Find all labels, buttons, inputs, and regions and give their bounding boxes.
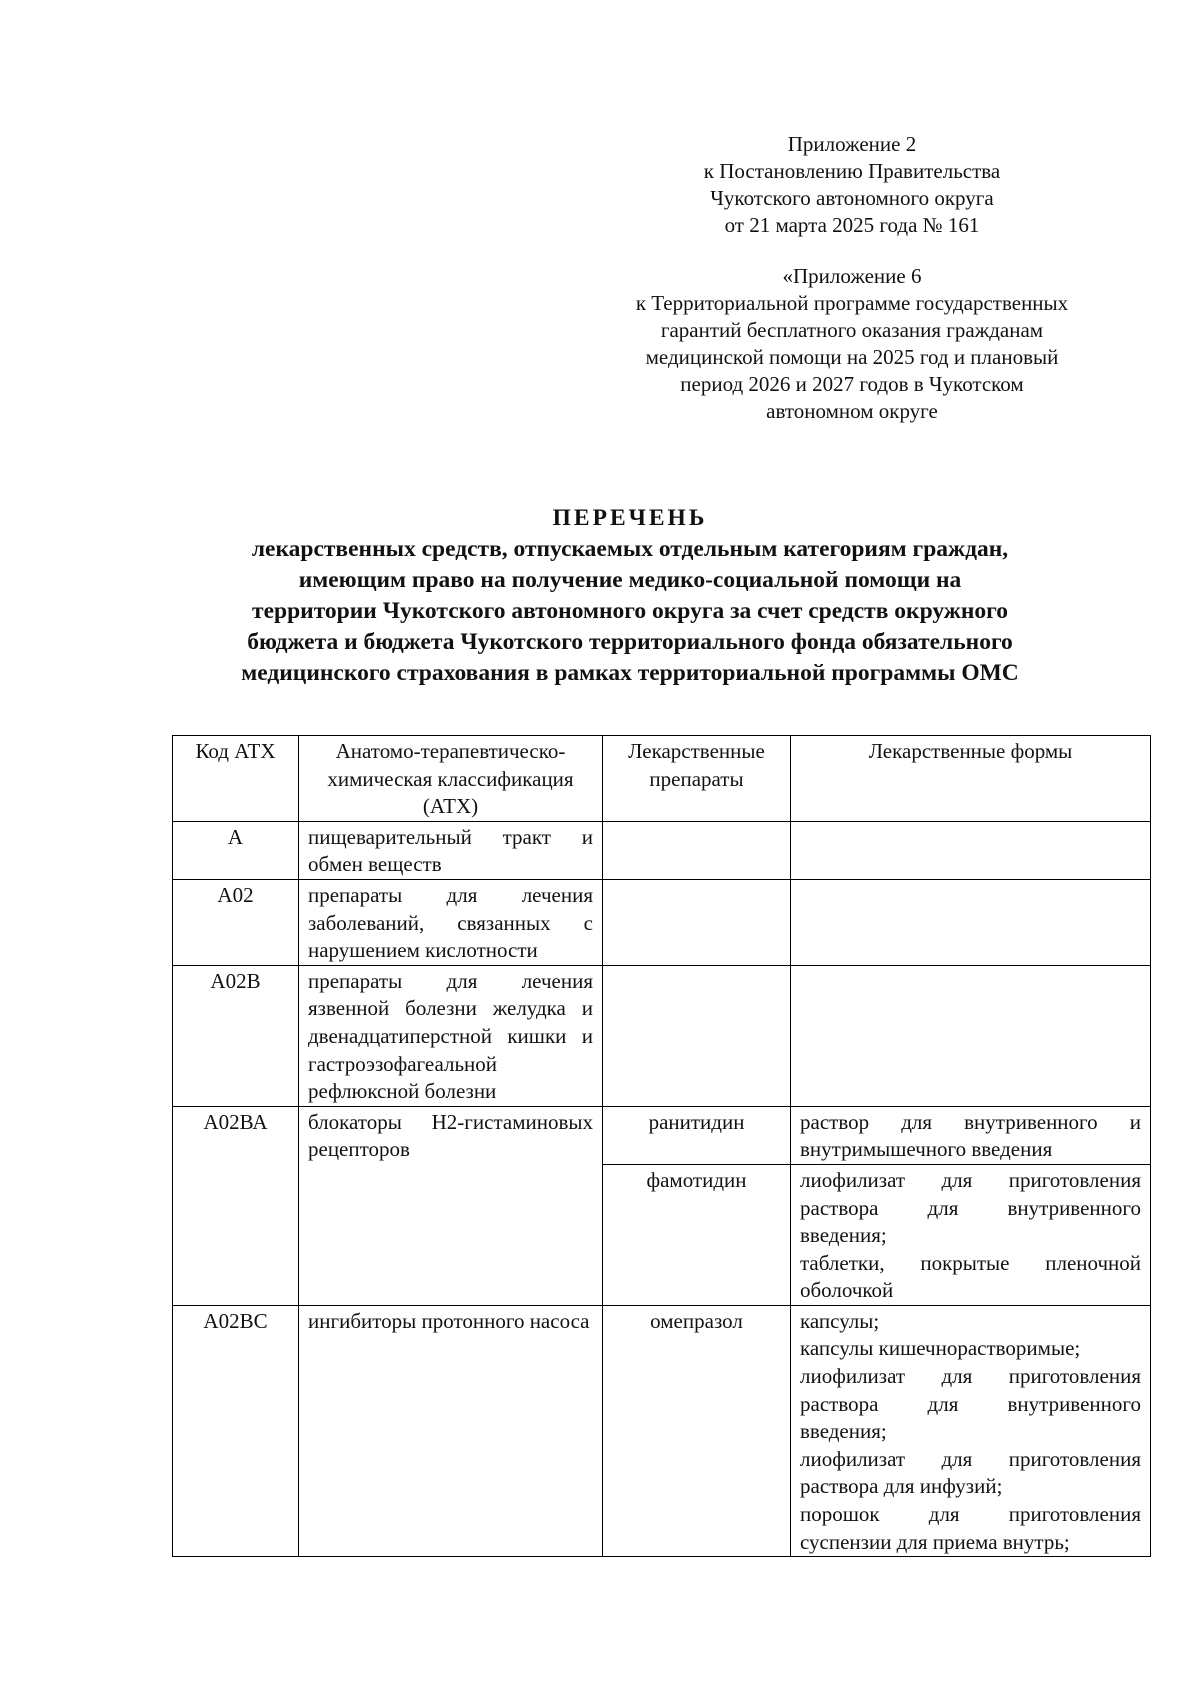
atx-code-cell: А02В [173,965,299,1106]
appendix-spacer [592,239,1112,263]
appendix-line: к Постановлению Правительства [703,159,1001,183]
forms-cell [791,821,1151,879]
dosage-form: порошок для приготовления суспензии для приема внутрь; [800,1502,1141,1554]
drug-cell [603,879,791,965]
forms-cell [791,879,1151,965]
dosage-form: лиофилизат для приготовления раствора для инфузий; [800,1446,1141,1499]
appendix-line: к Территориальной программе государственных [635,291,1069,315]
header-classification: Анатомо-терапевтическо-химическая классификация (АТХ) [299,736,603,822]
appendix-block [592,131,1112,425]
drug-list-table [172,735,1151,1557]
appendix-line: автономном округе [766,399,938,423]
dosage-form: лиофилизат для приготовления раствора для внутривенного введения; [800,1167,1141,1248]
drug-cell: омепразол [603,1305,791,1556]
title-heading: ПЕРЕЧЕНЬ [552,505,708,531]
atx-code-cell: А02ВА [173,1106,299,1305]
drug-cell: фамотидин [603,1164,791,1305]
atx-class-cell: блокаторы Н2-гистаминовых рецепторов [299,1106,603,1305]
table-row [173,821,1151,879]
table-row [173,965,1151,1106]
atx-class-cell: пищеварительный тракт и обмен веществ [299,821,603,879]
dosage-form: лиофилизат для приготовления раствора для внутривенного введения; [800,1364,1141,1444]
drug-cell [603,965,791,1106]
forms-cell [791,1305,1151,1556]
table-row [173,879,1151,965]
appendix-line: Чукотского автономного округа [710,186,994,210]
title-line: территории Чукотского автономного округа за счет средств окружного [252,598,1008,624]
atx-code-cell: А02 [173,879,299,965]
atx-class-cell: ингибиторы протонного насоса [299,1305,603,1556]
appendix-line: Приложение 2 [787,132,917,156]
atx-class-cell: препараты для лечения заболеваний, связанных с нарушением кислотности [299,879,603,965]
dosage-form: капсулы; [800,1308,880,1333]
table-row [173,1305,1151,1556]
appendix-line: медицинской помощи на 2025 год и плановый [645,345,1059,369]
atx-code-cell: А02ВС [173,1305,299,1556]
appendix-line: от 21 марта 2025 года № 161 [724,213,980,237]
forms-cell [791,1164,1151,1305]
appendix-line: период 2026 и 2027 годов в Чукотском [680,372,1024,396]
table-header-row [173,736,1151,822]
header-forms: Лекарственные формы [791,736,1151,822]
table-row [173,1106,1151,1164]
title-line: лекарственных средств, отпускаемых отдельным категориям граждан, [251,536,1009,562]
appendix-line: гарантий бесплатного оказания гражданам [660,318,1044,342]
appendix-line: «Приложение 6 [782,264,922,288]
drug-cell [603,821,791,879]
forms-cell [791,1106,1151,1164]
drug-cell: ранитидин [603,1106,791,1164]
atx-code-cell: А [173,821,299,879]
forms-cell [791,965,1151,1106]
header-drugs: Лекарственные препараты [603,736,791,822]
title-line: медицинского страхования в рамках территориальной программы ОМС [241,660,1019,686]
atx-class-cell: препараты для лечения язвенной болезни желудка и двенадцатиперстной кишки и гастроэзофагеальной рефлюксной болезни [299,965,603,1106]
dosage-form: раствор для внутривенного и внутримышечного введения [800,1109,1141,1162]
dosage-form: капсулы кишечнорастворимые; [800,1336,1081,1361]
document-title [160,503,1100,689]
header-code: Код АТХ [173,736,299,822]
title-line: имеющим право на получение медико-социальной помощи на [298,567,962,593]
dosage-form: таблетки, покрытые пленочной оболочкой [800,1250,1141,1303]
title-line: бюджета и бюджета Чукотского территориального фонда обязательного [247,629,1013,655]
